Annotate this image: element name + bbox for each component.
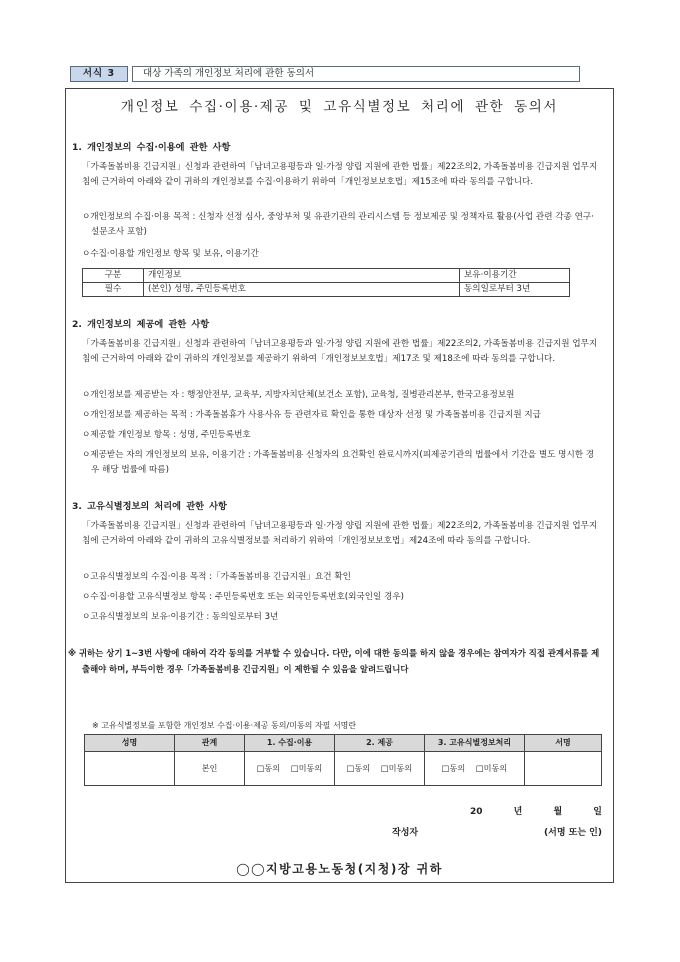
date-day-unit: 일 [593, 807, 602, 817]
addressee: ◯◯지방고용노동청(지청)장 귀하 [236, 862, 443, 876]
section2-intro: 「가족돌봄비용 긴급지원」신청과 관련하여「남녀고용평등과 일·가정 양립 지원에 관한 법률」제22조의2, 가족돌봄비용 긴급지원 업무지침에 근거하여 아래와 같이 귀하의 개인정보를 제공하기 위하여「개인정보보호법」제17조 및 제18조에 따라 동의를 구합니다. [82, 339, 598, 364]
section1-purpose: ㅇ개인정보의 수집·이용 목적 : 신청자 선정 심사, 중앙부처 및 유관기관의 관리시스템 등 정보제공 및 정책자료 활용(사업 관련 각종 연구·설문조사 포함) [82, 212, 594, 237]
section2-purpose: ㅇ개인정보를 제공하는 목적 : 가족돌봄휴가 사용사유 등 관련자료 확인을 통한 대상자 선정 및 가족돌봄비용 긴급지원 지급 [82, 410, 541, 420]
section2-heading: 2. 개인정보의 제공에 관한 사항 [72, 319, 210, 330]
section3-items: ㅇ수집·이용할 고유식별정보 항목 : 주민등록번호 또는 외국인등록번호(외국인일 경우) [82, 592, 405, 602]
collection-consent-cell [245, 752, 335, 786]
header-name: 성명 [85, 735, 175, 752]
provision-disagree-checkbox[interactable]: □미동의 [380, 763, 413, 774]
table-row [83, 283, 570, 297]
section1-intro: 「가족돌봄비용 긴급지원」신청과 관련하여「남녀고용평등과 일·가정 양립 지원에 관한 법률」제22조의2, 가족돌봄비용 긴급지원 업무지침에 근거하여 아래와 같이 귀하의 개인정보를 수집·이용하기 위하여「개인정보보호법」제15조에 따라 동의를 구합니다. [82, 162, 598, 187]
section1-heading: 1. 개인정보의 수집·이용에 관한 사항 [72, 142, 231, 153]
date-year-unit: 년 [513, 807, 523, 817]
header-unique-id: 3. 고유식별정보처리 [425, 735, 525, 752]
header-signature: 서명 [525, 735, 602, 752]
signer-label: 작성자 [392, 828, 419, 838]
table-cell: 동의일로부터 3년 [460, 283, 570, 297]
form-header [70, 66, 580, 82]
form-subject: 대상 가족의 개인정보 처리에 관한 동의서 [132, 66, 580, 82]
date-line [470, 806, 602, 820]
unique-id-disagree-checkbox[interactable]: □미동의 [475, 763, 508, 774]
consent-signature-table [84, 734, 602, 786]
table-row [83, 269, 570, 283]
table-row [85, 752, 602, 786]
date-year: 20 [470, 807, 483, 817]
table-cell: 구분 [83, 269, 144, 283]
date-month-unit: 월 [553, 807, 563, 817]
form-number-tag: 서식 3 [70, 66, 128, 82]
section2-retention: ㅇ제공받는 자의 개인정보의 보유, 이용기간 : 가족돌봄비용 신청자의 요건확인 완료시까지(피제공기관의 법률에서 기간을 별도 명시한 경우 해당 법률에 따름) [82, 450, 595, 475]
section2-recipients: ㅇ개인정보를 제공받는 자 : 행정안전부, 교육부, 지방자치단체(보건소 포함), 교육청, 질병관리본부, 한국고용정보원 [82, 390, 515, 400]
refusal-notice: ※ 귀하는 상기 1~3번 사항에 대하여 각각 동의를 거부할 수 있습니다. 다만, 이에 대한 동의를 하지 않을 경우에는 참여자가 직접 관계서류를 제출해야 하며, 부득이한 경우「가족돌봄비용 긴급지원」이 제한될 수 있음을 알려드립니다 [68, 648, 600, 674]
signer-line [392, 827, 602, 841]
section3-retention: ㅇ고유식별정보의 보유·이용기간 : 동의일로부터 3년 [82, 612, 279, 622]
document-title: 개인정보 수집·이용·제공 및 고유식별정보 처리에 관한 동의서 [120, 99, 559, 115]
header-collection: 1. 수집·이용 [245, 735, 335, 752]
table-row [85, 735, 602, 752]
provision-agree-checkbox[interactable]: □동의 [346, 763, 371, 774]
section3-intro: 「가족돌봄비용 긴급지원」신청과 관련하여「남녀고용평등과 일·가정 양립 지원에 관한 법률」제22조의2, 가족돌봄비용 긴급지원 업무지침에 근거하여 아래와 같이 귀하의 고유식별정보를 처리하기 위하여「개인정보보호법」제24조에 따라 동의를 구합니다. [82, 521, 598, 546]
unique-id-agree-checkbox[interactable]: □동의 [441, 763, 466, 774]
unique-id-consent-cell [425, 752, 525, 786]
collection-disagree-checkbox[interactable]: □미동의 [290, 763, 323, 774]
table-cell: 보유·이용기간 [460, 269, 570, 283]
section1-items: ㅇ수집·이용할 개인정보 항목 및 보유, 이용기간 [82, 249, 259, 259]
relation-cell: 본인 [175, 752, 245, 786]
table-cell: 필수 [83, 283, 144, 297]
name-cell[interactable] [85, 752, 175, 786]
collection-agree-checkbox[interactable]: □동의 [256, 763, 281, 774]
provision-consent-cell [335, 752, 425, 786]
table-cell: (본인) 성명, 주민등록번호 [144, 283, 460, 297]
consent-table-caption: ※ 고유식별정보를 포함한 개인정보 수집·이용·제공 동의/미동의 자필 서명란 [92, 721, 357, 730]
table-cell: 개인정보 [144, 269, 460, 283]
signature-cell[interactable] [525, 752, 602, 786]
signer-sign-hint: (서명 또는 인) [544, 828, 602, 838]
personal-info-table [82, 268, 570, 297]
header-relation: 관계 [175, 735, 245, 752]
section3-purpose: ㅇ고유식별정보의 수집·이용 목적 :「가족돌봄비용 긴급지원」요건 확인 [82, 572, 351, 582]
section2-items: ㅇ제공할 개인정보 항목 : 성명, 주민등록번호 [82, 430, 251, 440]
section3-heading: 3. 고유식별정보의 처리에 관한 사항 [72, 501, 227, 512]
header-provision: 2. 제공 [335, 735, 425, 752]
